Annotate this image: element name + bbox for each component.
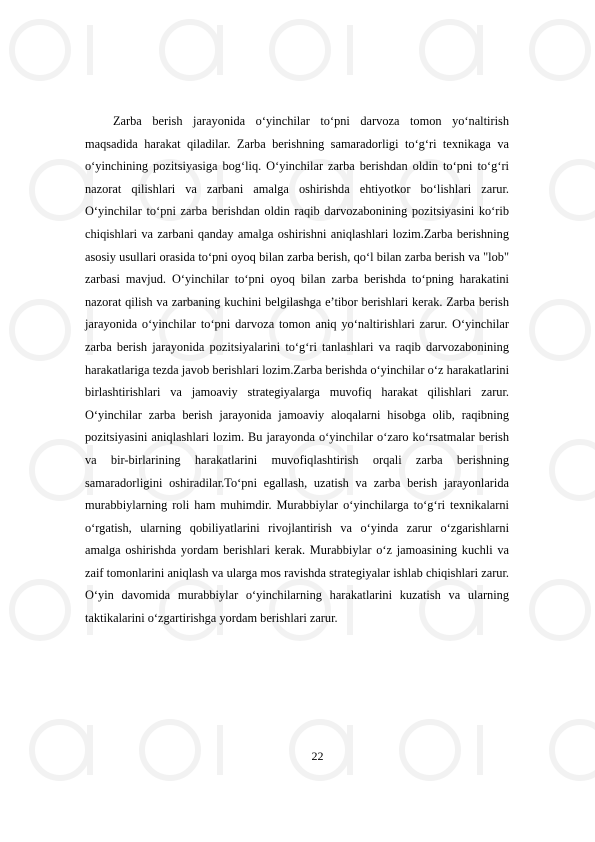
- watermark-ring: [162, 22, 218, 78]
- watermark-ring: [532, 302, 588, 358]
- watermark-ring: [12, 582, 68, 638]
- watermark-ring: [552, 162, 595, 218]
- watermark-ring: [532, 22, 588, 78]
- watermark-ring: [422, 22, 478, 78]
- watermark-ring: [12, 22, 68, 78]
- watermark-ring: [32, 162, 88, 218]
- watermark-ring: [32, 442, 88, 498]
- watermark-ring: [272, 22, 328, 78]
- watermark-ring: [552, 442, 595, 498]
- watermark-ring: [532, 582, 588, 638]
- page-number: 22: [311, 749, 324, 763]
- body-paragraph: Zarba berish jarayonida o‘yinchilar to‘pni darvoza tomon yo‘naltirish maqsadida harakat qiladilar. Zarba berishning samaradorligi to‘g‘ri texnikaga va o‘yinchining pozitsiyasiga bog‘liq. O‘yinchilar zarba berishdan oldin to‘pni to‘g‘ri nazorat qilishlari va zarbani amalga oshirishda ehtiyotkor bo‘lishlari zarur. O‘yinchilar to‘pni zarba berishdan oldin raqib darvozabonining pozitsiyasini ko‘rib chiqishlari va zarbani qanday amalga oshirishni aniqlashlari lozim.Zarba berishning asosiy usullari orasida to‘pni oyoq bilan zarba berish, qo‘l bilan zarba berish va "lob" zarbasi mavjud. O‘yinchilar to‘pni oyoq bilan zarba berishda to‘pning harakatini nazorat qilish va zarbaning kuchini belgilashga e’tibor berishlari kerak. Zarba berish jarayonida o‘yinchilar to‘pni darvoza tomon aniq yo‘naltirishlari zarur. O‘yinchilar zarba berish jarayonida pozitsiyalarini to‘g‘ri tanlashlari va raqib darvozabonining harakatlariga tezda javob berishlari lozim.Zarba berishda o‘yinchilar o‘z harakatlarini birlashtirishlari va jamoaviy strategiyalarga muvofiq harakat qilishlari zarur. O‘yinchilar zarba berish jarayonida jamoaviy aloqalarni hisobga olib, raqibning pozitsiyasini aniqlashlari lozim. Bu jarayonda o‘yinchilar o‘zaro ko‘rsatmalar berish va bir-birlarining harakatlarini muvofiqlashtirish orqali zarba berishning samaradorligini oshiradilar.To‘pni egallash, uzatish va zarba berish jarayonlarida murabbiylarning roli ham muhimdir. Murabbiylar o‘yinchilarga to‘g‘ri texnikalarni o‘rgatish, ularning qobiliyatlarini rivojlantirish va o‘yinda zarur o‘zgarishlarni amalga oshirishda yordam berishlari kerak. Murabbiylar o‘z jamoasining kuchli va zaif tomonlarini aniqlash va ularga mos ravishda strategiyalar ishlab chiqishlari zarur. O‘yin davomida murabbiylar o‘yinchilarning harakatlarini kuzatish va ularning taktikalarini o‘zgartirishga yordam berishlari zarur.: [85, 114, 509, 626]
- watermark-ring: [12, 302, 68, 358]
